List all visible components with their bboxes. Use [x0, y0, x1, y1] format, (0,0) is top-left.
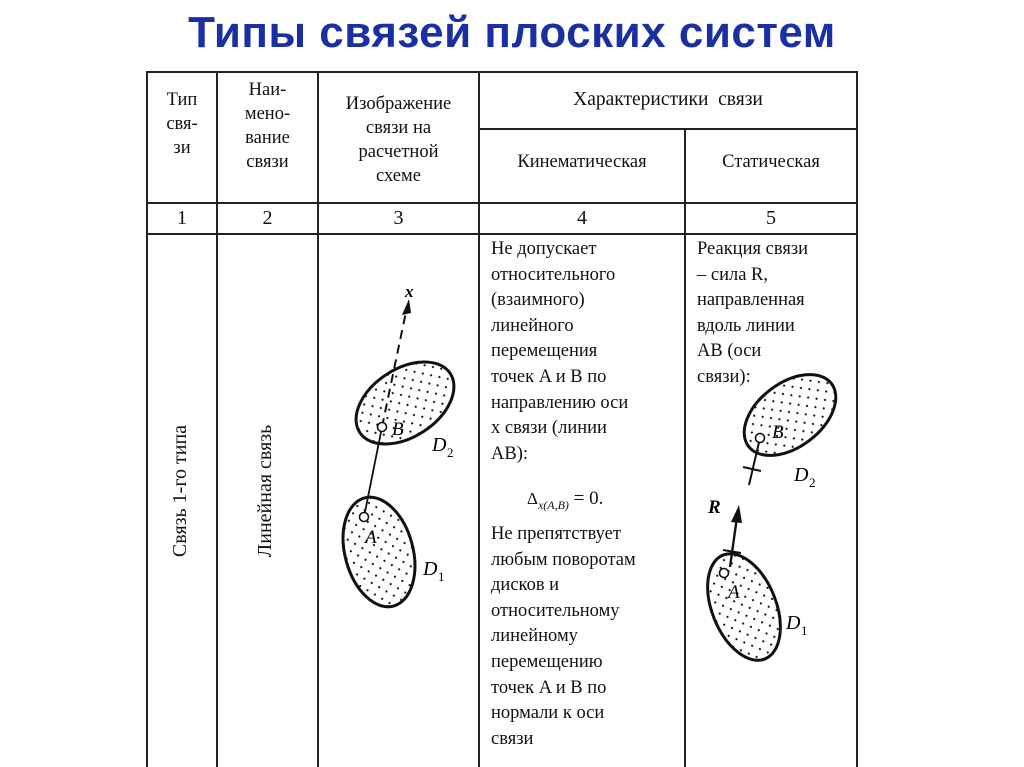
label-d2: D: [794, 464, 809, 486]
col-number-1: 1: [177, 207, 187, 229]
label-a: A: [365, 527, 377, 548]
disk-d1: [693, 543, 794, 671]
header-static: Статическая: [722, 152, 820, 172]
axis-arrowhead: [402, 299, 411, 315]
label-b: B: [772, 422, 784, 443]
label-d1-sub: 1: [801, 623, 808, 638]
header-kinematic: Кинематическая: [517, 152, 647, 172]
static-description: Реакция связи – сила R, направленная вдоль линии AB (оси связи):: [697, 239, 809, 387]
label-d2: D: [432, 434, 447, 456]
header-name: Наи- мено- вание связи: [244, 80, 291, 172]
link-name-vertical: Линейная связь: [254, 424, 276, 558]
header-image: Изображение связи на расчетной схеме: [345, 94, 452, 186]
reaction-force-diagram: [686, 235, 856, 767]
link-type-vertical: Связь 1-го типа: [169, 424, 191, 558]
label-r: R: [708, 497, 721, 518]
point-a: [720, 569, 729, 578]
point-b: [756, 434, 765, 443]
label-d1: D: [786, 612, 801, 634]
kinematic-description-1: Не допускает относительного (взаимного) линейного перемещения точек A и B по направлению оси x связи (линии AB):: [491, 239, 629, 464]
slide-title: Типы связей плоских систем: [188, 8, 836, 57]
label-a: A: [728, 582, 740, 603]
label-d2-sub: 2: [809, 475, 816, 490]
point-a: [360, 513, 369, 522]
label-d1: D: [423, 558, 438, 580]
label-b: B: [392, 419, 404, 440]
col-number-2: 2: [262, 207, 273, 229]
header-characteristics: Характеристики связи: [573, 89, 763, 110]
disk-d1: [332, 489, 427, 615]
label-d2-sub: 2: [447, 445, 454, 460]
col-number-3: 3: [393, 207, 404, 229]
kinematic-description-2: Не препятствует любым поворотам дисков и относительному линейному перемещению точек A и B по нормали к оси связи: [491, 524, 636, 749]
point-b: [378, 423, 387, 432]
disk-d2: [729, 358, 851, 472]
label-d1-sub: 1: [438, 569, 445, 584]
disk-d2: [341, 345, 469, 461]
axis-label: x: [405, 282, 414, 301]
force-arrowhead: [731, 505, 742, 523]
link-scheme-diagram: [319, 235, 477, 767]
col-number-5: 5: [766, 207, 776, 229]
header-type: Тип свя- зи: [166, 90, 198, 158]
col-number-4: 4: [577, 207, 587, 229]
kinematic-formula: $\Delta_{x(A,B)} = 0$.: [527, 488, 604, 512]
